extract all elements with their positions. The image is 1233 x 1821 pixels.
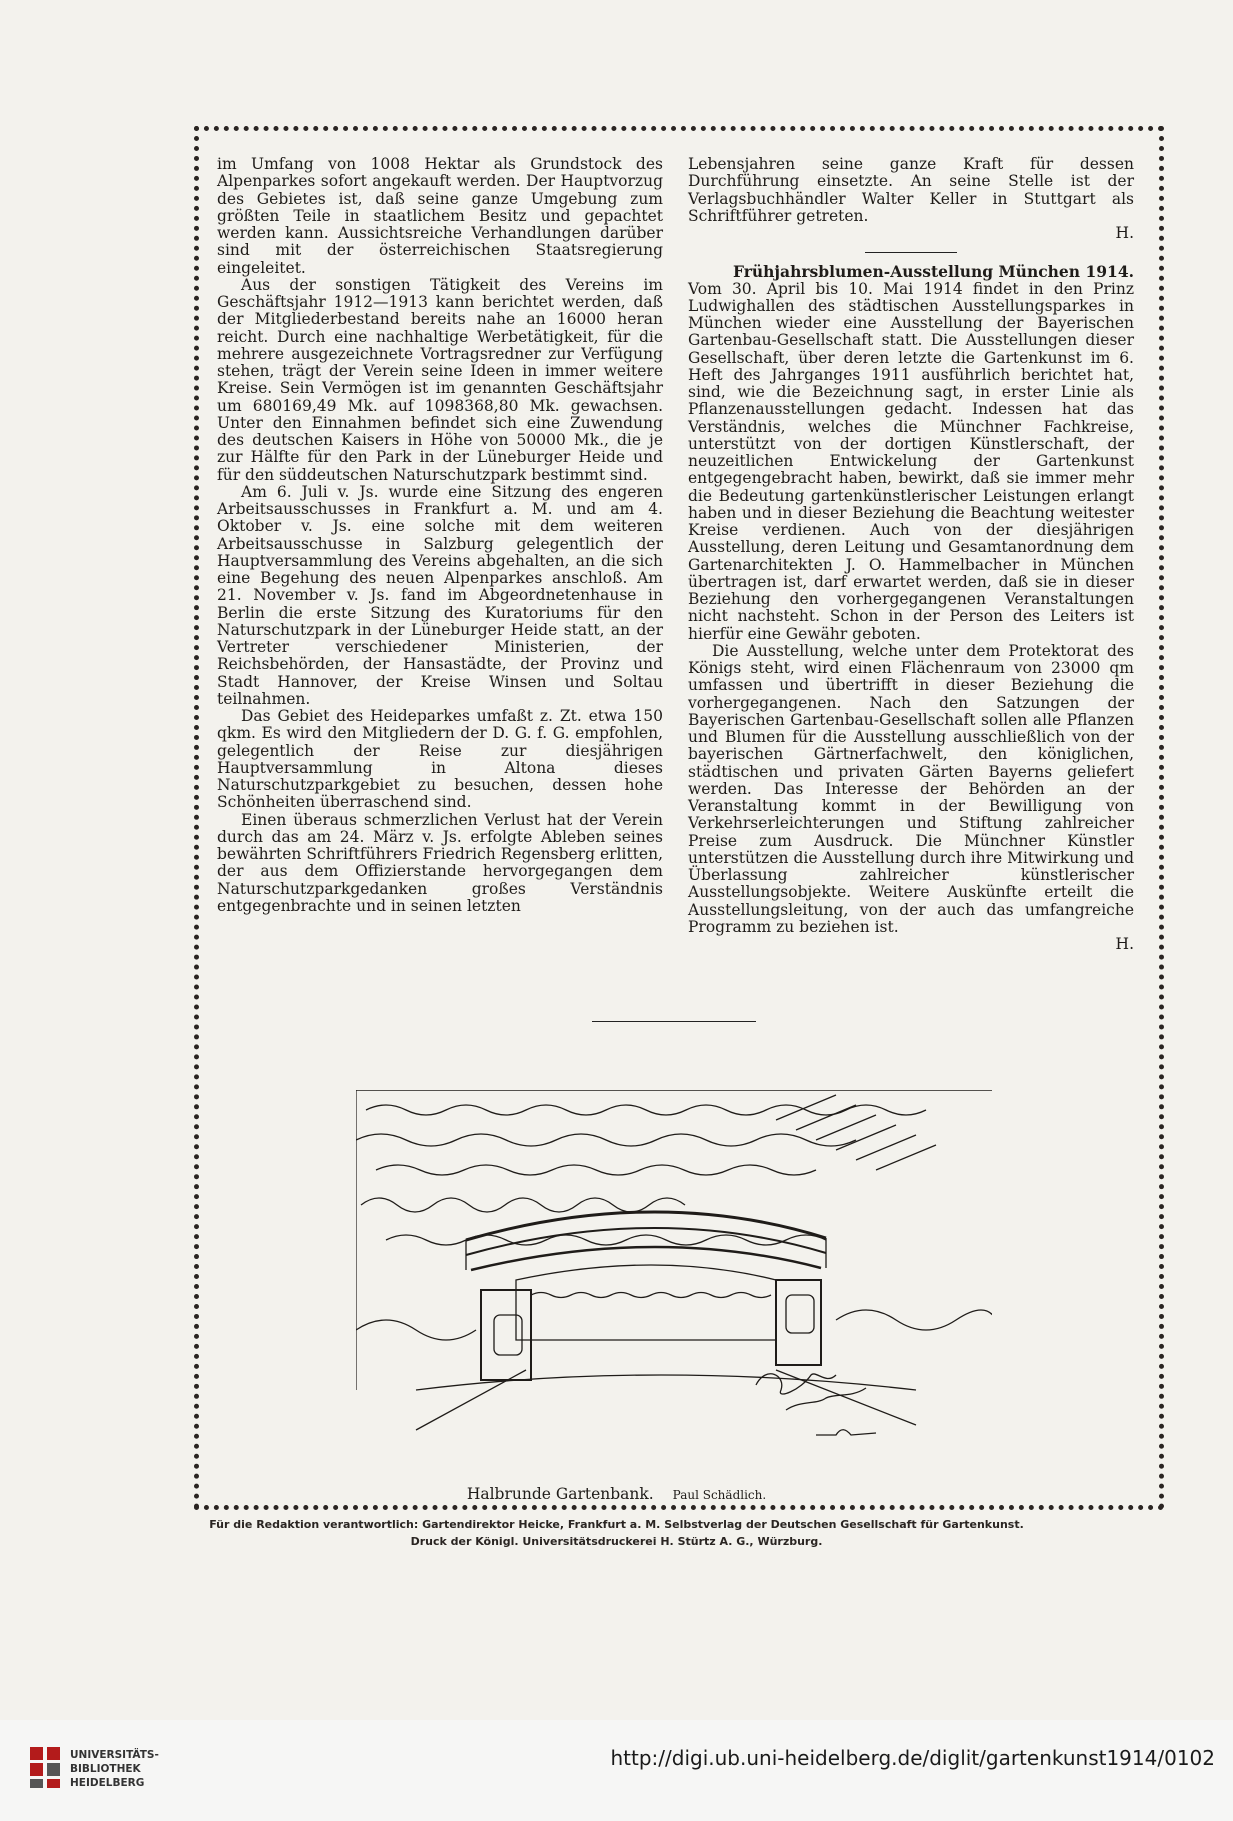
- right-paragraph-2: Die Ausstellung, welche unter dem Protektorat des Königs steht, wird einen Flächenraum von 23000 qm umfassen und übertrifft in dieser Beziehung die vorhergegangenen. Nach den Satzungen der Bayerischen Gartenbau-Gesellschaft sollen alle Pflanzen und Blumen für die Ausstellung ausschließlich von der bayerischen Gärtnerfachwelt, den königlichen, städtischen und privaten Gärten Bayerns geliefert werden. Das Interesse der Behörden an der Veranstaltung kommt in der Bewilligung von Verkehrserleichterungen und Stiftung zahlreicher Preise zum Ausdruck. Die Münchner Künstler unterstützen die Ausstellung durch ihre Mitwirkung und Überlassung zahlreicher künstlerischer Ausstellungsobjekte. Weitere Auskünfte erteilt die Ausstellungsleitung, von der auch das umfangreiche Programm zu beziehen ist.: [688, 641, 1134, 936]
- library-name: [70, 1748, 159, 1790]
- left-column: [217, 156, 663, 915]
- left-paragraph-2: Aus der sonstigen Tätigkeit des Vereins im Geschäftsjahr 1912—1913 kann berichtet werden, daß der Mitgliederbestand bereits nahe an 16000 heran reicht. Durch eine nachhaltige Werbetätigkeit, für die mehrere ausgezeichnete Vortragsredner zur Verfügung stehen, trägt der Verein seine Ideen in immer weitere Kreise. Sein Vermögen ist im genannten Geschäftsjahr um 680169,49 Mk. auf 1098368,80 Mk. gewachsen. Unter den Einnahmen befindet sich eine Zuwendung des deutschen Kaisers in Höhe von 50000 Mk., die je zur Hälfte für den Park in der Lüneburger Heide und für den süddeutschen Naturschutzpark bestimmt sind.: [217, 275, 663, 484]
- caption-credit: Paul Schädlich.: [672, 1488, 767, 1502]
- library-name-line-2: BIBLIOTHEK: [70, 1763, 141, 1775]
- right-column: [688, 156, 1134, 953]
- left-paragraph-3: Am 6. Juli v. Js. wurde eine Sitzung des engeren Arbeitsausschusses in Frankfurt a. M. und am 4. Oktober v. Js. eine solche mit dem weiteren Arbeitsausschusse in Salzburg gelegentlich der Hauptversammlung des Vereins abgehalten, an die sich eine Begehung des neuen Alpenparkes anschloß. Am 21. November v. Js. fand im Abgeordnetenhause in Berlin die erste Sitzung des Kuratoriums für den Naturschutzpark in der Lüneburger Heide statt, an der Vertreter verschiedener Ministerien, der Reichsbehörden, der Hansastädte, der Provinz und Stadt Hannover, der Kreise Winsen und Soltau teilnahmen.: [217, 482, 663, 708]
- left-paragraph-1: im Umfang von 1008 Hektar als Grundstock des Alpenparkes sofort angekauft werden. Der Hauptvorzug des Gebietes ist, daß seine ganze Umgebung zum größten Teile in staatlichem Besitz und gepachtet werden kann. Aussichtsreiche Verhandlungen darüber sind mit der österreichischen Staatsregierung eingeleitet.: [217, 155, 663, 277]
- caption-title: Halbrunde Gartenbank.: [466, 1485, 654, 1503]
- library-name-line-1: UNIVERSITÄTS-: [70, 1749, 159, 1761]
- illustration-caption: [0, 1485, 1233, 1503]
- imprint-line-2: Druck der Königl. Universitätsdruckerei H. Stürtz A. G., Würzburg.: [410, 1535, 823, 1548]
- right-top-signature: H.: [1115, 224, 1134, 242]
- left-paragraph-5: Einen überaus schmerzlichen Verlust hat der Verein durch das am 24. März v. Js. erfolgte Ableben seines bewährten Schriftführers Friedrich Regensberg erlitten, der aus dem Offizierstande hervorgegangen dem Naturschutzparkgedanken großes Verständnis entgegenbrachte und in seinen letzten: [217, 810, 663, 915]
- right-end-signature: H.: [1115, 935, 1134, 953]
- article-heading: Frühjahrsblumen-Ausstellung München 1914.: [733, 262, 1134, 282]
- right-continuation-paragraph: Lebensjahren seine ganze Kraft für dessen Durchführung einsetzte. An seine Stelle ist der Verlagsbuchhändler Walter Keller in Stuttgart als Schriftführer getreten.: [688, 155, 1134, 225]
- garden-bench-illustration: [356, 1090, 992, 1473]
- left-paragraph-4: Das Gebiet des Heideparkes umfaßt z. Zt. etwa 150 qkm. Es wird den Mitgliedern der D. G. f. G. empfohlen, gelegentlich der Reise zur diesjährigen Hauptversammlung in Altona dieses Naturschutzparkgebiet zu besuchen, dessen hohe Schönheiten überraschend sind.: [217, 707, 663, 812]
- section-divider: [865, 252, 957, 253]
- library-watermark-bar: [0, 1720, 1233, 1821]
- illustration-divider: [592, 1021, 756, 1022]
- source-url[interactable]: http://digi.ub.uni-heidelberg.de/diglit/gartenkunst1914/0102: [610, 1746, 1215, 1770]
- library-logo-icon: [28, 1745, 62, 1790]
- right-paragraph-1: Vom 30. April bis 10. Mai 1914 findet in den Prinz Ludwighallen des städtischen Ausstellungsparkes in München wieder eine Ausstellung der Bayerischen Gartenbau-Gesellschaft statt. Die Ausstellungen dieser Gesellschaft, über deren letzte die Gartenkunst im 6. Heft des Jahrganges 1911 ausführlich berichtet hat, sind, wie die Bezeichnung sagt, in erster Linie als Pflanzenausstellungen gedacht. Indessen hat das Verständnis, welches die Münchner Fachkreise, unterstützt von der dortigen Künstlerschaft, der neuzeitlichen Entwickelung der Gartenkunst entgegengebracht haben, bewirkt, daß sie immer mehr die Bedeutung gartenkünstlerischer Leistungen erlangt haben und in dieser Beziehung die Beachtung weitester Kreise verdienen. Auch von der diesjährigen Ausstellung, deren Leitung und Gesamtanordnung dem Gartenarchitekten J. O. Hammelbacher in München übertragen ist, darf erwartet werden, daß sie in dieser Beziehung den vorhergegangenen Veranstaltungen nicht nachsteht. Schon in der Person des Leiters ist hierfür eine Gewähr geboten.: [688, 279, 1134, 643]
- imprint-line-1: Für die Redaktion verantwortlich: Gartendirektor Heicke, Frankfurt a. M. Selbstverlag der Deutschen Gesellschaft für Gartenkunst.: [209, 1518, 1024, 1531]
- library-name-line-3: HEIDELBERG: [70, 1777, 145, 1789]
